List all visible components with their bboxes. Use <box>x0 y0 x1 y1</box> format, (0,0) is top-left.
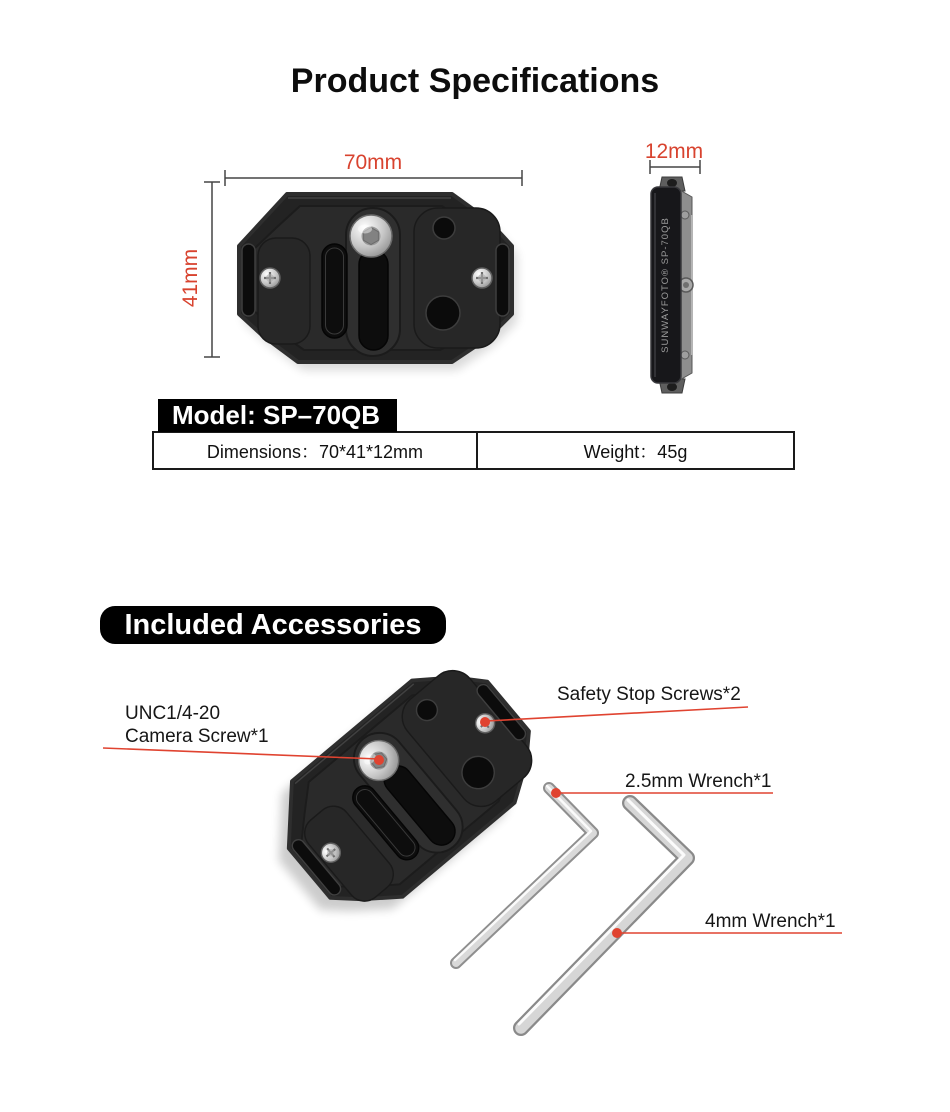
plate-top-view <box>239 194 512 362</box>
callout-wrench-small <box>551 771 773 798</box>
accessories-figure <box>80 650 870 1070</box>
spec-cell-weight: Weight：45g <box>583 441 688 462</box>
dim-height-label: 41mm <box>179 248 202 308</box>
dim-height <box>179 182 220 357</box>
callout-wrench-large <box>612 911 842 938</box>
dim-width-label: 70mm <box>343 151 403 174</box>
wrench-large-label: 4mm Wrench*1 <box>705 911 836 932</box>
camera-screw-label-line2: Camera Screw*1 <box>125 726 269 747</box>
spec-cell-dimensions: Dimensions：70*41*12mm <box>154 433 478 468</box>
page-title: Product Specifications <box>290 62 660 100</box>
callout-dot-wrench-small <box>551 788 561 798</box>
allen-wrench-4mm <box>519 800 687 1028</box>
dim-thickness <box>645 140 703 174</box>
spec-table <box>152 431 795 470</box>
included-accessories-label: Included Accessories <box>124 608 422 641</box>
model-badge <box>158 399 397 432</box>
safety-screws-label: Safety Stop Screws*2 <box>557 684 741 705</box>
callout-dot-wrench-large <box>612 928 622 938</box>
callout-dot-camera-screw <box>374 755 384 765</box>
included-accessories-badge <box>100 606 446 644</box>
accessories-plate <box>257 644 558 933</box>
plate-side-view <box>651 177 693 393</box>
callout-dot-safety-screws <box>480 717 490 727</box>
model-label: Model: SP–70QB <box>172 400 381 430</box>
camera-screw-label-line1: UNC1/4-20 <box>125 703 221 724</box>
spec-figure: SUNWAYFOTO® SP-70QB 70mm 41mm 12mm <box>140 130 770 410</box>
wrench-small-label: 2.5mm Wrench*1 <box>625 771 772 792</box>
dim-width <box>225 151 522 186</box>
dim-thickness-label: 12mm <box>644 140 704 163</box>
